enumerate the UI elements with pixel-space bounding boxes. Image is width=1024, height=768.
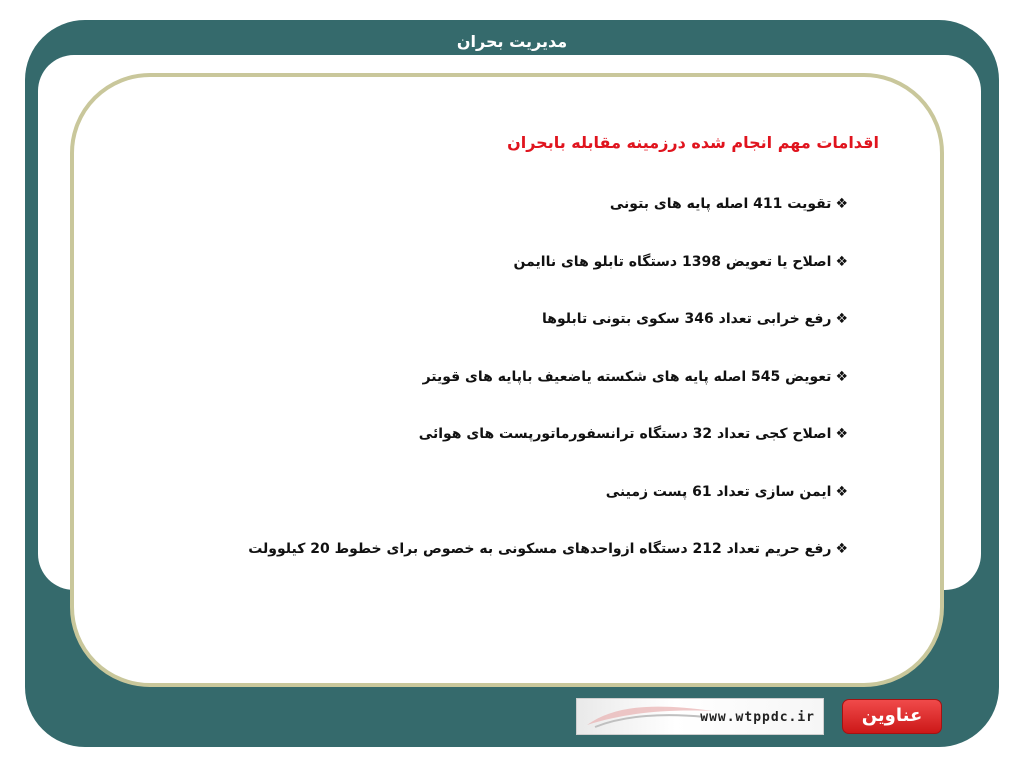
- list-item-text: رفع خرابی تعداد 346 سکوی بتونی تابلوها: [541, 311, 832, 327]
- diamond-bullet-icon: ❖: [835, 426, 848, 442]
- list-item: [248, 423, 848, 481]
- diamond-bullet-icon: ❖: [835, 368, 848, 385]
- list-item-text: رفع حریم تعداد 212 دستگاه ازواحدهای مسکونی به خصوص برای خطوط 20 کیلوولت: [248, 541, 832, 557]
- titles-button[interactable]: عناوین: [842, 699, 942, 734]
- diamond-bullet-icon: ❖: [835, 253, 848, 270]
- page-title: مدیریت بحران: [456, 32, 568, 51]
- list-item: [248, 308, 848, 366]
- list-item: [248, 193, 848, 251]
- list-item-text: تعویض 545 اصله پایه های شکسته یاضعیف باپایه های قویتر: [422, 368, 832, 385]
- list-item: [248, 251, 848, 309]
- list-item: [248, 481, 848, 539]
- list-item-text: اصلاح یا تعویض 1398 دستگاه تابلو های ناایمن: [513, 253, 832, 270]
- actions-list: [248, 193, 848, 596]
- diamond-bullet-icon: ❖: [835, 196, 848, 212]
- list-item-text: ایمن سازی تعداد 61 پست زمینی: [605, 483, 832, 500]
- list-item: [248, 366, 848, 424]
- diamond-bullet-icon: ❖: [835, 483, 848, 500]
- logo-text: www.wtppdc.ir: [700, 710, 815, 725]
- site-logo-link[interactable]: [576, 698, 824, 735]
- diamond-bullet-icon: ❖: [835, 311, 848, 327]
- section-heading: اقدامات مهم انجام شده درزمینه مقابله بابحران: [507, 133, 879, 152]
- list-item-text: تقویت 411 اصله پایه های بتونی: [609, 196, 832, 212]
- list-item-text: اصلاح کجی تعداد 32 دستگاه ترانسفورماتورپست های هوائی: [418, 426, 832, 442]
- diamond-bullet-icon: ❖: [835, 541, 848, 557]
- logo-swoosh-icon: [585, 701, 715, 731]
- list-item: [248, 538, 848, 596]
